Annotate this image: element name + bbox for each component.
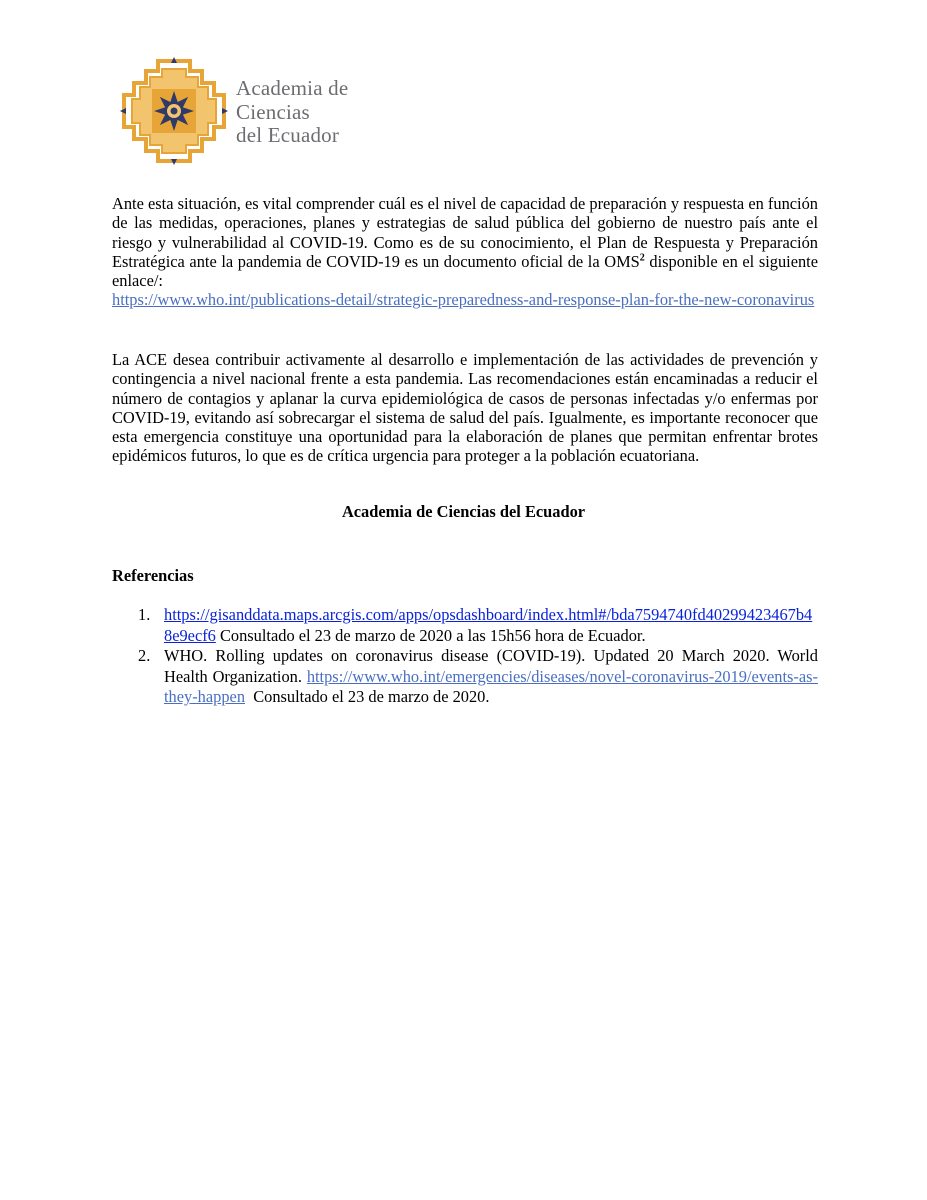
academy-logo [118, 55, 358, 165]
reference-item-2 [112, 646, 818, 708]
academy-name [236, 77, 348, 148]
reference-number: 2. [138, 646, 151, 665]
paragraph-situation [112, 194, 818, 310]
reference-2-text: WHO. Rolling updates on coronavirus disease (COVID-19). Updated 20 March 2020. World Health Organization. [164, 646, 818, 686]
reference-number: 1. [138, 605, 151, 624]
who-plan-link[interactable]: https://www.who.int/publications-detail/strategic-preparedness-and-response-plan-for-the-new-coronavirus [112, 290, 815, 310]
paragraph-1-text-after: disponible en el siguiente enlace/: [112, 251, 818, 291]
signature-title: Academia de Ciencias del Ecuador [341, 502, 586, 521]
academy-emblem-icon [118, 55, 230, 167]
who-events-link[interactable]: https://www.who.int/emergencies/diseases/novel-coronavirus-2019/events-as-they-happen [164, 666, 818, 706]
references-heading: Referencias [112, 566, 194, 585]
paragraph-contribution: La ACE desea contribuir activamente al desarrollo e implementación de las actividades de prevención y contingencia a nivel nacional frente a esta pandemia. Las recomendaciones están encaminadas a reducir el número de contagios y aplanar la curva epidemiológica de casos de personas infectadas y/o enfermas por COVID-19, evitando así sobrecargar el sistema de salud del país. Igualmente, es importante reconocer que esta emergencia constituye una oportunidad para la elaboración de planes que permitan enfrentar brotes epidémicos futuros, lo que es de crítica urgencia para proteger a la población ecuatoriana. [112, 350, 818, 466]
logo-line-3: del Ecuador [236, 123, 340, 147]
references-list [112, 605, 818, 708]
logo-line-1: Academia de [236, 76, 349, 100]
footnote-marker: 2 [639, 252, 645, 264]
reference-2-consulted: Consultado el 23 de marzo de 2020. [245, 687, 490, 706]
arcgis-dashboard-link[interactable]: https://gisanddata.maps.arcgis.com/apps/opsdashboard/index.html#/bda7594740fd40299423467b48e9ecf6 [164, 605, 813, 645]
logo-line-2: Ciencias [236, 99, 310, 124]
reference-item-1 [112, 605, 818, 646]
paragraph-1-text: Ante esta situación, es vital comprender cuál es el nivel de capacidad de preparación y respuesta en función de las medidas, operaciones, planes y estrategias de salud pública del gobierno de nuestro país ante el riesgo y vulnerabilidad al COVID-19. Como es de su conocimiento, el Plan de Respuesta y Preparación Estratégica ante la pandemia de COVID-19 es un documento oficial de la OMS [112, 194, 818, 271]
reference-1-consulted: Consultado el 23 de marzo de 2020 a las 15h56 hora de Ecuador. [215, 625, 646, 645]
